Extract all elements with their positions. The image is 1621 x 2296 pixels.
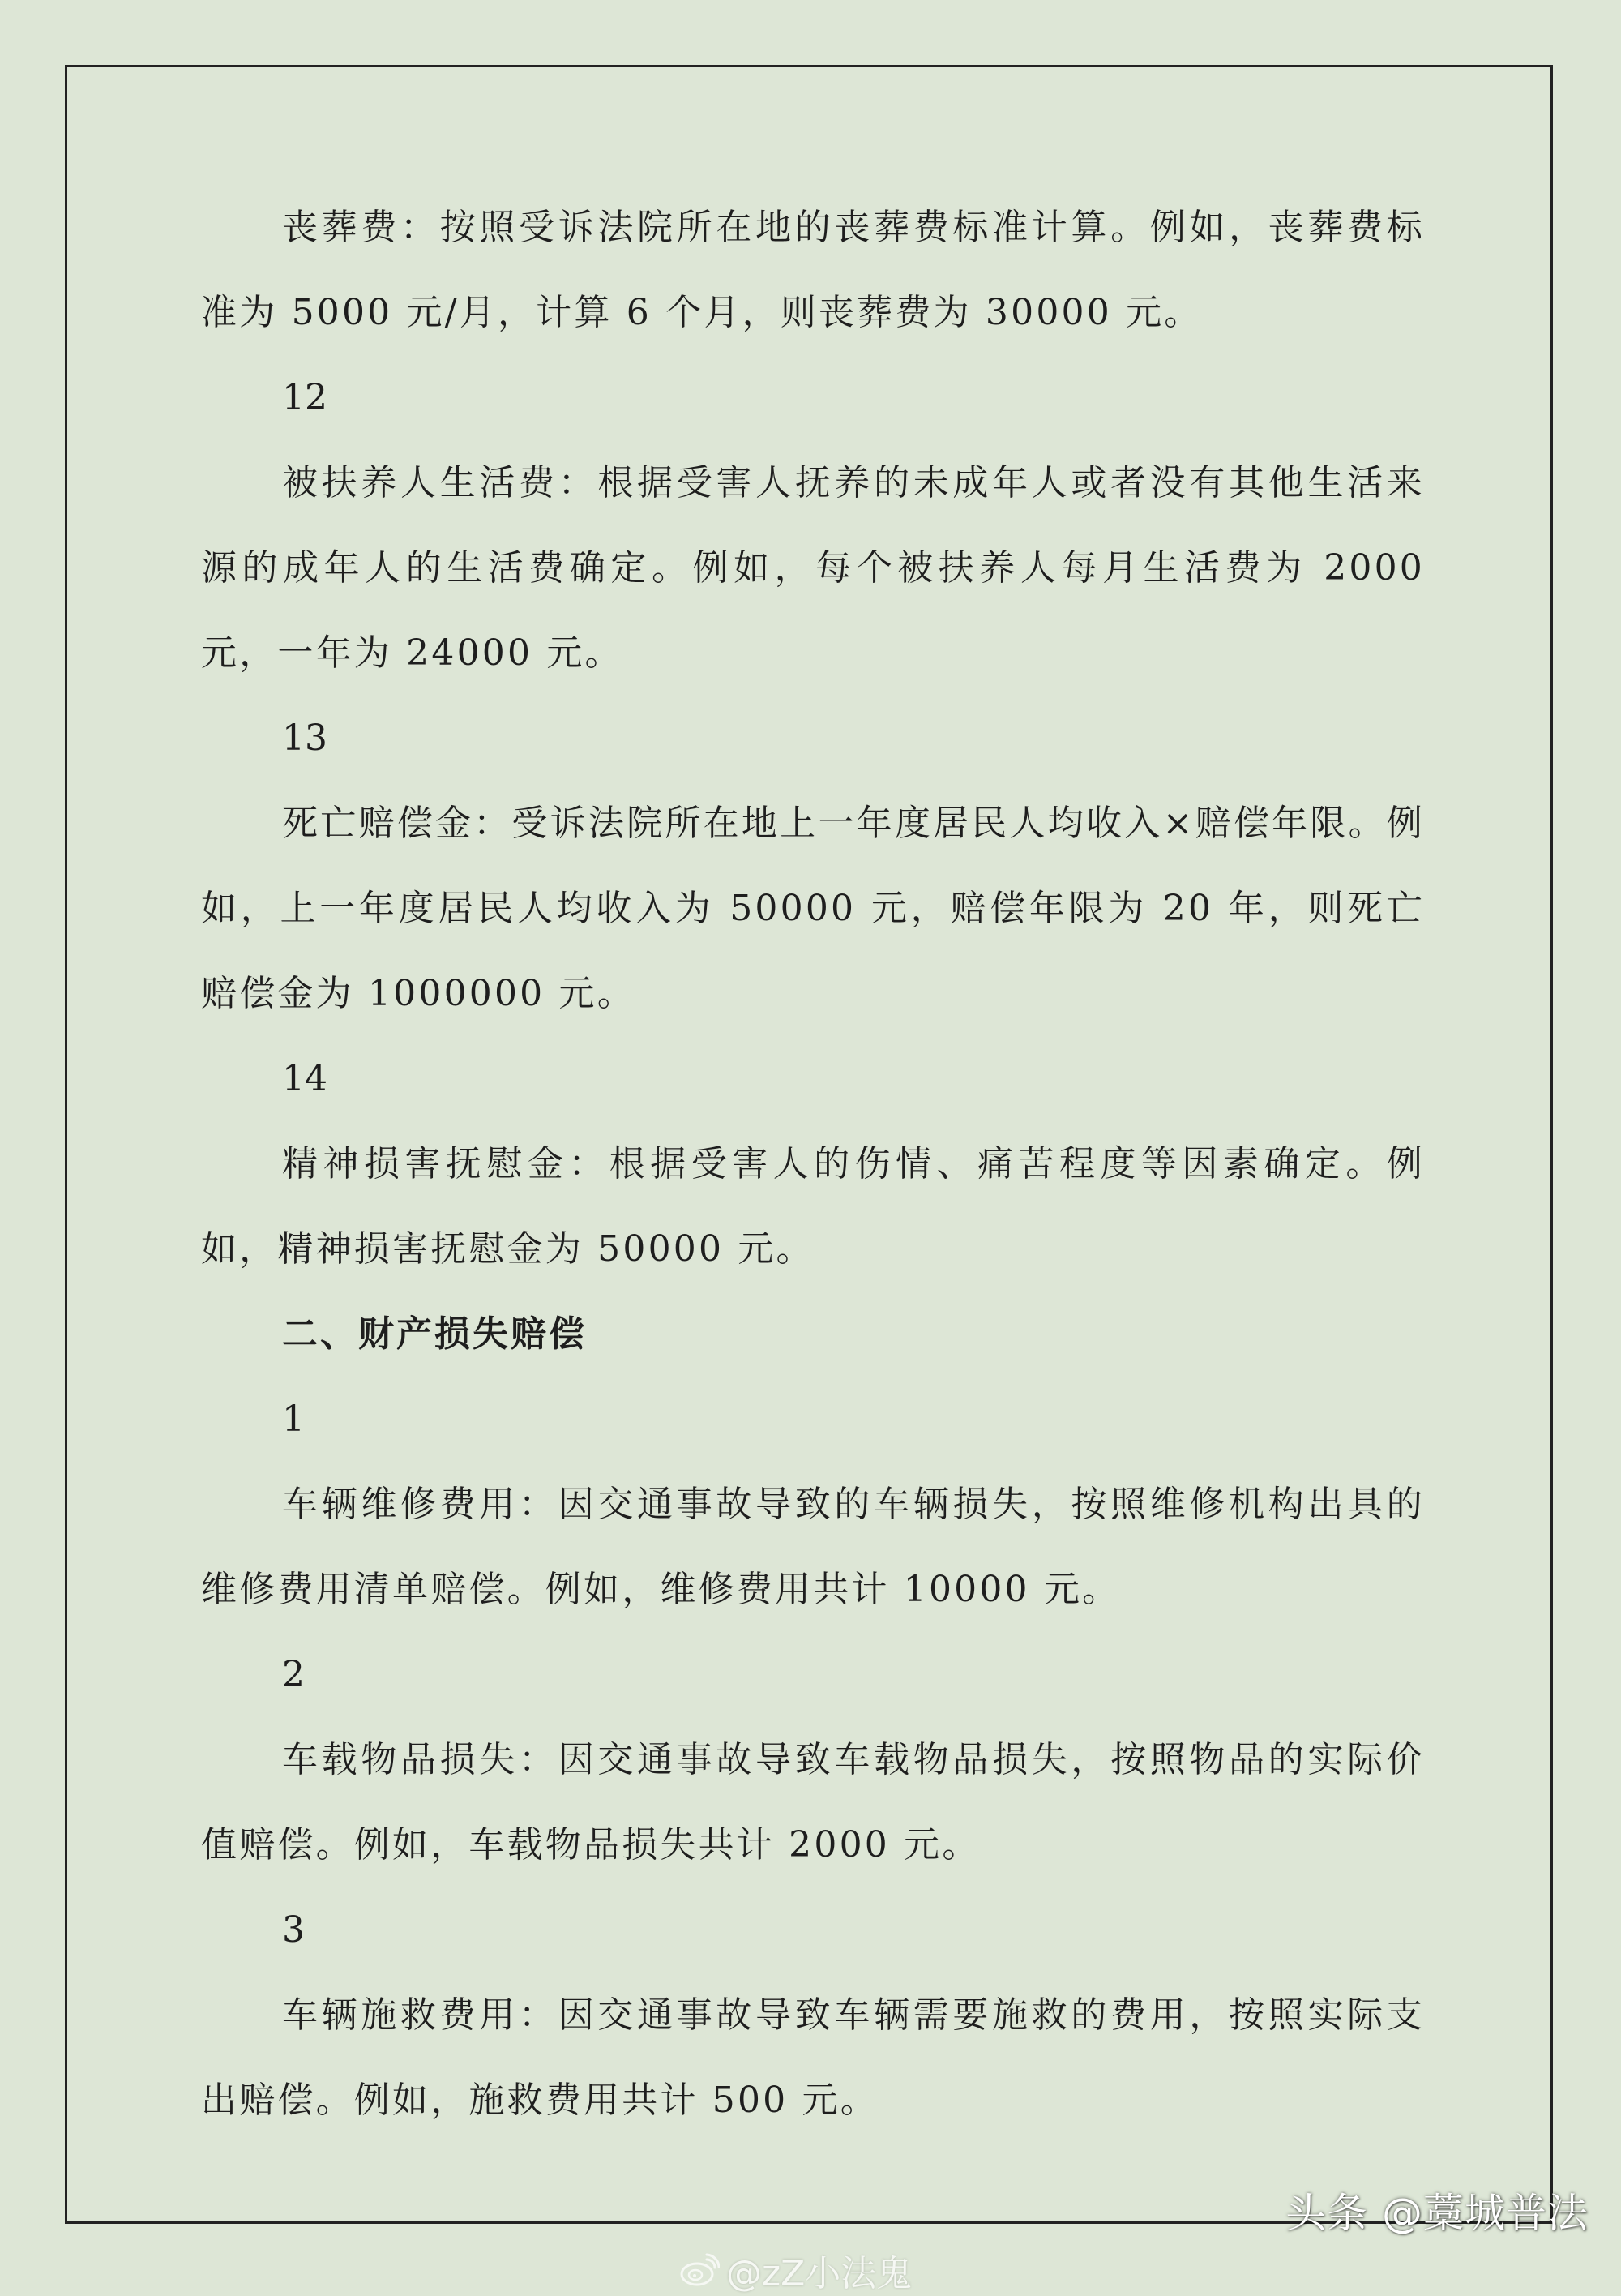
item-number: 14: [282, 1058, 327, 1099]
weibo-icon: [679, 2253, 720, 2287]
paragraph-dependent-living-expenses: 被扶养人生活费：根据受害人抚养的未成年人或者没有其他生活来源的成年人的生活费确定。例如，每个被扶养人每月生活费为 2000 元，一年为 24000 元。: [201, 462, 1425, 674]
paragraph-death-compensation: 死亡赔偿金：受诉法院所在地上一年度居民人均收入×赔偿年限。例如，上一年度居民人均收入为 50000 元，赔偿年限为 20 年，则死亡赔偿金为 1000000 元。: [201, 803, 1425, 1014]
item-number: 3: [282, 1909, 305, 1951]
item-number: 2: [282, 1654, 305, 1695]
paragraph-vehicle-rescue: 车辆施救费用：因交通事故导致车辆需要施救的费用，按照实际支出赔偿。例如，施救费用共计 500 元。: [201, 1994, 1425, 2121]
section-heading-property-loss: 二、财产损失赔偿: [282, 1313, 587, 1355]
paragraph-funeral-expenses: 丧葬费：按照受诉法院所在地的丧葬费标准计算。例如，丧葬费标准为 5000 元/月，计算 6 个月，则丧葬费为 30000 元。: [201, 207, 1425, 333]
weibo-watermark: [679, 2244, 912, 2296]
item-number: 1: [282, 1399, 305, 1440]
weibo-handle: @zZ小法鬼: [726, 2253, 913, 2294]
document-body: [201, 185, 1425, 2143]
item-number: 13: [282, 718, 327, 759]
paragraph-vehicle-repair: 车辆维修费用：因交通事故导致的车辆损失，按照维修机构出具的维修费用清单赔偿。例如，维修费用共计 10000 元。: [201, 1484, 1425, 1610]
toutiao-watermark: 头条 @藁城普法: [1285, 2190, 1589, 2237]
paragraph-mental-damage-solatium: 精神损害抚慰金：根据受害人的伤情、痛苦程度等因素确定。例如，精神损害抚慰金为 50000 元。: [201, 1143, 1425, 1270]
paragraph-onboard-items-loss: 车载物品损失：因交通事故导致车载物品损失，按照物品的实际价值赔偿。例如，车载物品损失共计 2000 元。: [201, 1739, 1425, 1866]
item-number: 12: [282, 377, 327, 418]
